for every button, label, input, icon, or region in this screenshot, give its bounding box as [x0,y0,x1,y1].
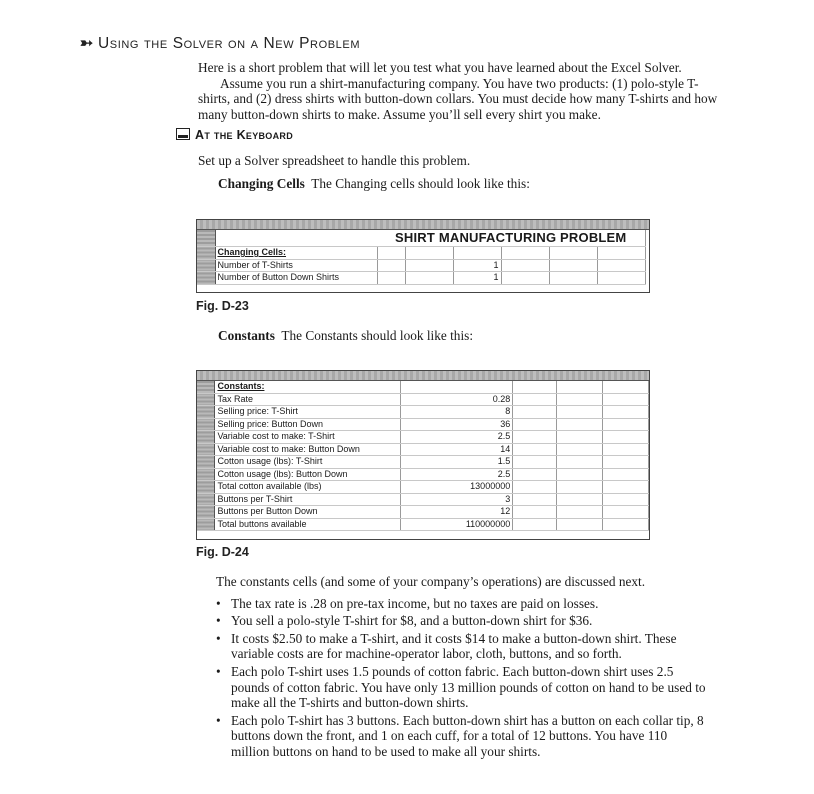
table-row [197,493,649,506]
constants-intro [218,328,473,344]
cell-value: 1 [453,272,501,285]
cell-label: Total buttons available [215,518,401,531]
section-title [80,34,360,53]
table-row [197,431,649,444]
row-header [197,506,215,519]
cell-value: 0.28 [401,393,513,406]
intro-line-2: Assume you run a shirt-manufacturing company. You have two products: (1) polo-style T-shirts, and (2) dress shirts with button-down collars. You must decide how many T-shirts and how many button-down shirts to make. Assume you’ll sell every shirt you make. [198,75,718,122]
list-item: • You sell a polo-style T-shirt for $8, and a button-down shirt for $36. [216,613,706,629]
table-row [197,456,649,469]
table-row [197,406,649,419]
discussion [216,574,706,762]
cell-value: 2.5 [401,431,513,444]
constants-sheet [196,370,650,540]
constants-heading: Constants: [215,381,401,393]
changing-cells-sheet [196,219,650,293]
row-header [197,406,215,419]
section-title-text: Using the Solver on a New Problem [98,35,361,52]
row-header [197,418,215,431]
sheet-title: SHIRT MANUFACTURING PROBLEM [377,230,645,247]
table-row [197,443,649,456]
cell-value: 1 [453,259,501,272]
changing-cells-bold: Changing Cells [218,176,305,191]
cell-label: Variable cost to make: Button Down [215,443,401,456]
row-header [197,468,215,481]
table-row [197,481,649,494]
row-header [197,230,215,247]
table-row [197,518,649,531]
list-item: • Each polo T-shirt has 3 buttons. Each button-down shirt has a button on each collar tip, 8 buttons down the front, and 1 on each cuff, for a total of 12 buttons. You have 110 million buttons on hand to be used to make all your shirts. [216,713,706,760]
cell-value: 3 [401,493,513,506]
figure-label-d24: Fig. D-24 [196,545,249,559]
cell-label: Cotton usage (lbs): Button Down [215,468,401,481]
cell-label: Buttons per T-Shirt [215,493,401,506]
cell-value: 13000000 [401,481,513,494]
cell-label: Tax Rate [215,393,401,406]
row-header [197,518,215,531]
cell-label: Cotton usage (lbs): T-Shirt [215,456,401,469]
discussion-bullets [216,596,706,760]
intro-paragraph [198,60,718,122]
cell-value: 110000000 [401,518,513,531]
cell-label: Number of Button Down Shirts [215,272,377,285]
cell-value: 1.5 [401,456,513,469]
column-header-bar [197,371,649,381]
table-row [197,418,649,431]
table-row [197,468,649,481]
list-item: • It costs $2.50 to make a T-shirt, and it costs $14 to make a button-down shirt. These variable costs are for machine-operator labor, cloth, buttons, and so forth. [216,631,706,662]
cell-value: 14 [401,443,513,456]
table-row [197,506,649,519]
row-header [197,443,215,456]
cell-label: Buttons per Button Down [215,506,401,519]
cell-value: 12 [401,506,513,519]
row-header [197,393,215,406]
row-header [197,431,215,444]
arrow-icon: ➳ [80,35,94,52]
row-header [197,456,215,469]
table-row [197,393,649,406]
cell-value: 8 [401,406,513,419]
row-header [197,247,215,260]
changing-cells-text: The Changing cells should look like this: [311,176,530,191]
row-header [197,481,215,494]
cell-value: 2.5 [401,468,513,481]
constants-text: The Constants should look like this: [281,328,474,343]
cell-label: Number of T-Shirts [215,259,377,272]
discussion-lead: The constants cells (and some of your company’s operations) are discussed next. [216,574,646,589]
cell-label: Selling price: T-Shirt [215,406,401,419]
intro-line-1: Here is a short problem that will let you test what you have learned about the Excel Solver. [198,60,682,75]
cell-label: Selling price: Button Down [215,418,401,431]
row-header [197,381,215,393]
keyboard-heading: At the Keyboard [176,128,293,142]
cell-label: Total cotton available (lbs) [215,481,401,494]
row-header [197,272,215,285]
list-item: • Each polo T-shirt uses 1.5 pounds of cotton fabric. Each button-down shirt uses 2.5 pounds of cotton fabric. You have only 13 million pounds of cotton on hand to be used to make all the T-shirts and button-down shirts. [216,664,706,711]
row-header [197,493,215,506]
figure-label-d23: Fig. D-23 [196,299,249,313]
changing-cells-intro [218,176,530,192]
setup-text: Set up a Solver spreadsheet to handle this problem. [198,153,471,168]
constants-bold: Constants [218,328,275,343]
cell-label: Variable cost to make: T-Shirt [215,431,401,444]
list-item: • The tax rate is .28 on pre-tax income, but no taxes are paid on losses. [216,596,706,612]
keyboard-icon [176,128,190,140]
column-header-bar [197,220,649,230]
row-header [197,259,215,272]
changing-cells-heading: Changing Cells: [215,247,377,260]
cell-value: 36 [401,418,513,431]
